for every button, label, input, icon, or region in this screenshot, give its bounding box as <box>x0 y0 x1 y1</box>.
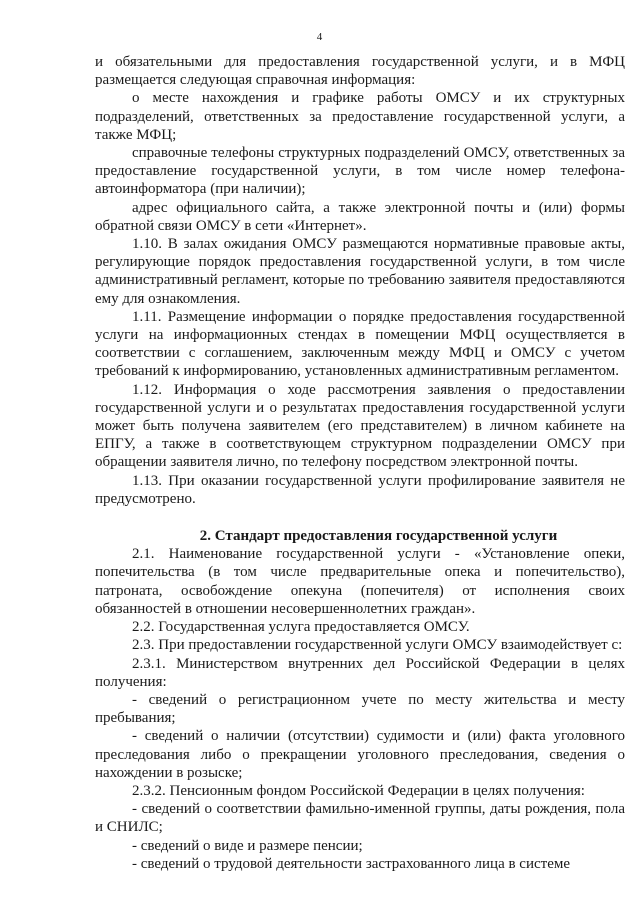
paragraph: 2.2. Государственная услуга предоставляется ОМСУ. <box>132 619 470 636</box>
paragraph: о месте нахождения и графике работы ОМСУ и их структурных подразделений, ответственных за предоставление государственной услуги, а также МФЦ; <box>95 90 625 143</box>
paragraph: 1.13. При оказании государственной услуги профилирование заявителя не предусмотрено. <box>95 472 625 507</box>
list-item: - сведений о трудовой деятельности застрахованного лица в системе <box>132 855 571 872</box>
paragraph: 2.3. При предоставлении государственной услуги ОМСУ взаимодействует с: <box>132 637 623 654</box>
paragraph: 1.12. Информация о ходе рассмотрения заявления о предоставлении государственной услуги и о результатах предоставления государственной услуги может быть получена заявителем (его представителем) в личном кабинете на ЕПГУ, а также в соответствующем структурном подразделении ОМСУ при обращении заявителя лично, по телефону посредством электронной почты. <box>95 381 625 471</box>
paragraph: и обязательными для предоставления государственной услуги, и в МФЦ размещается следующая справочная информация: <box>95 54 625 89</box>
paragraph: 2.3.2. Пенсионным фондом Российской Федерации в целях получения: <box>132 782 585 799</box>
section-spacer <box>95 508 625 527</box>
list-item: - сведений о наличии (отсутствии) судимости и (или) факта уголовного преследования либо о прекращении уголовного преследования, сведения о нахождении в розыске; <box>95 728 625 781</box>
list-item: - сведений о регистрационном учете по месту жительства и месту пребывания; <box>95 691 625 727</box>
section-heading: 2. Стандарт предоставления государственной услуги <box>199 528 558 545</box>
document-body <box>95 53 625 873</box>
paragraph: справочные телефоны структурных подразделений ОМСУ, ответственных за предоставление государственной услуги, в том числе номер телефона-автоинформатора (при наличии); <box>95 145 625 198</box>
paragraph: 1.11. Размещение информации о порядке предоставления государственной услуги на информационных стендах в помещении МФЦ осуществляется в соответствии с соглашением, заключенным между МФЦ и ОМСУ с учетом требований к информированию, установленных административным регламентом. <box>95 308 625 380</box>
paragraph: 2.3.1. Министерством внутренних дел Российской Федерации в целях получения: <box>95 655 625 690</box>
page-number: 4 <box>316 31 323 43</box>
list-item: - сведений о соответствии фамильно-именной группы, даты рождения, пола и СНИЛС; <box>95 801 625 836</box>
paragraph: адрес официального сайта, а также электронной почты и (или) формы обратной связи ОМСУ в сети «Интернет». <box>95 199 625 234</box>
list-item: - сведений о виде и размере пенсии; <box>132 837 363 854</box>
paragraph: 2.1. Наименование государственной услуги - «Установление опеки, попечительства (в том числе предварительные опека и попечительство), патроната, освобождение опекуна (попечителя) от исполнения своих обязанностей в отношении несовершеннолетних граждан». <box>95 546 625 617</box>
paragraph: 1.10. В залах ожидания ОМСУ размещаются нормативные правовые акты, регулирующие порядок предоставления государственной услуги, в том числе административный регламент, которые по требованию заявителя предоставляются ему для ознакомления. <box>95 236 625 307</box>
